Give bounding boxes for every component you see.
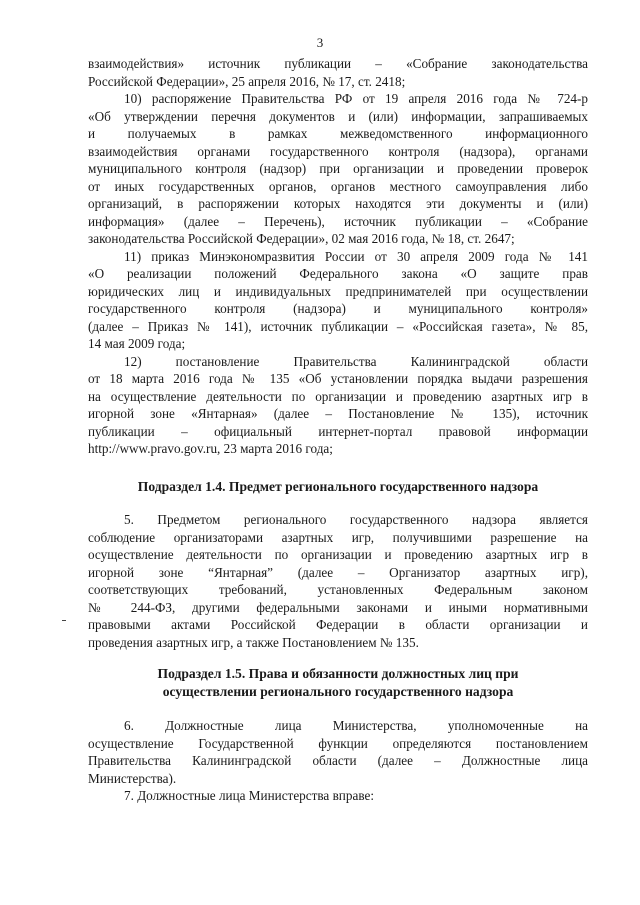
list-item-10-start: 10) распоряжение Правительства РФ от 19 апреля 2016 года № 724-р (124, 91, 588, 106)
text-line: Правительства Калининградской области (далее – Должностные лица (88, 753, 588, 768)
list-item-12-start: 12) постановление Правительства Калининградской области (124, 353, 588, 369)
text-line: муниципального контроля (надзор) при организации и проведении проверок (88, 161, 588, 176)
text-line: Российской Федерации», 25 апреля 2016, № 17, ст. 2418; (88, 73, 406, 89)
section-heading-1-4 (88, 478, 588, 496)
text-line: 5. Предметом регионального государственного надзора является (124, 512, 588, 527)
paragraphs-6-7 (88, 717, 588, 805)
text-line: публикации – официальный интернет-портал правовой информации (88, 423, 588, 439)
text-line: информация» (далее – Перечень), источник публикации – «Собрание (88, 213, 588, 229)
text-line: осуществление Государственной функции определяются постановлением (88, 735, 588, 751)
sources-list-continued (88, 55, 588, 458)
text-line: игорной зоне “Янтарная” (далее – Организатор азартных игр), (88, 564, 588, 580)
text-line: № 244-ФЗ, другими федеральными законами и иными нормативными (88, 599, 588, 615)
page-number: 3 (316, 35, 324, 50)
text-line: осуществление деятельности по организации и проведению азартных игр в (88, 547, 588, 562)
text-line: на осуществление деятельности по организации и проведению азартных игр в (88, 388, 588, 404)
text-line: «Об утверждении перечня документов и (или) информации, запрашиваемых (88, 108, 588, 124)
text-line: правовыми актами Российской Федерации в области организации и (88, 617, 588, 632)
text-line: от иных государственных органов, органов местного самоуправления либо (88, 178, 588, 194)
heading-line: осуществлении регионального государственного надзора (162, 684, 514, 699)
text-line: 7. Должностные лица Министерства вправе: (124, 788, 374, 803)
section-heading-1-5 (88, 665, 588, 701)
text-line: от 18 марта 2016 года № 135 «Об установлении порядка выдачи разрешения (88, 371, 588, 386)
text-line: взаимодействия» источник публикации – «Собрание законодательства (88, 56, 588, 71)
text-line: государственного контроля (надзора) и муниципального контроля» (88, 301, 588, 316)
text-line: 6. Должностные лица Министерства, уполномоченные на (124, 718, 588, 733)
text-line: юридических лиц и индивидуальных предпринимателей при осуществлении (88, 283, 588, 299)
text-line: (далее – Приказ № 141), источник публикации – «Российская газета», № 85, (88, 318, 588, 334)
text-line: проведения азартных игр, а также Постановлением № 135. (88, 634, 419, 650)
text-line: соответствующих требований, установленных Федеральным законом (88, 582, 588, 597)
text-line: взаимодействия органами государственного контроля (надзора), органами (88, 143, 588, 159)
text-line: Министерства). (88, 770, 177, 786)
heading-line: Подраздел 1.4. Предмет регионального государственного надзора (137, 479, 539, 494)
text-line: 14 мая 2009 года; (88, 336, 186, 351)
heading-line: Подраздел 1.5. Права и обязанности должностных лиц при (157, 666, 519, 681)
margin-mark (62, 620, 66, 621)
list-item-11-start: 11) приказ Минэкономразвития России от 30 апреля 2009 года № 141 (124, 248, 588, 264)
text-line: игорной зоне «Янтарная» (далее – Постановление № 135), источник (88, 406, 588, 421)
paragraph-5 (88, 511, 588, 651)
text-line: соблюдение организаторами азартных игр, получившими разрешение на (88, 529, 588, 545)
text-line: и получаемых в рамках межведомственного информационного (88, 126, 588, 141)
text-line: http://www.pravo.gov.ru, 23 марта 2016 года; (88, 441, 333, 456)
text-line: организаций, в распоряжении которых находятся эти документы и (или) (88, 196, 588, 211)
text-line: «О реализации положений Федерального закона «О защите прав (88, 266, 588, 281)
text-line: законодательства Российской Федерации», 02 мая 2016 года, № 18, ст. 2647; (88, 231, 515, 246)
